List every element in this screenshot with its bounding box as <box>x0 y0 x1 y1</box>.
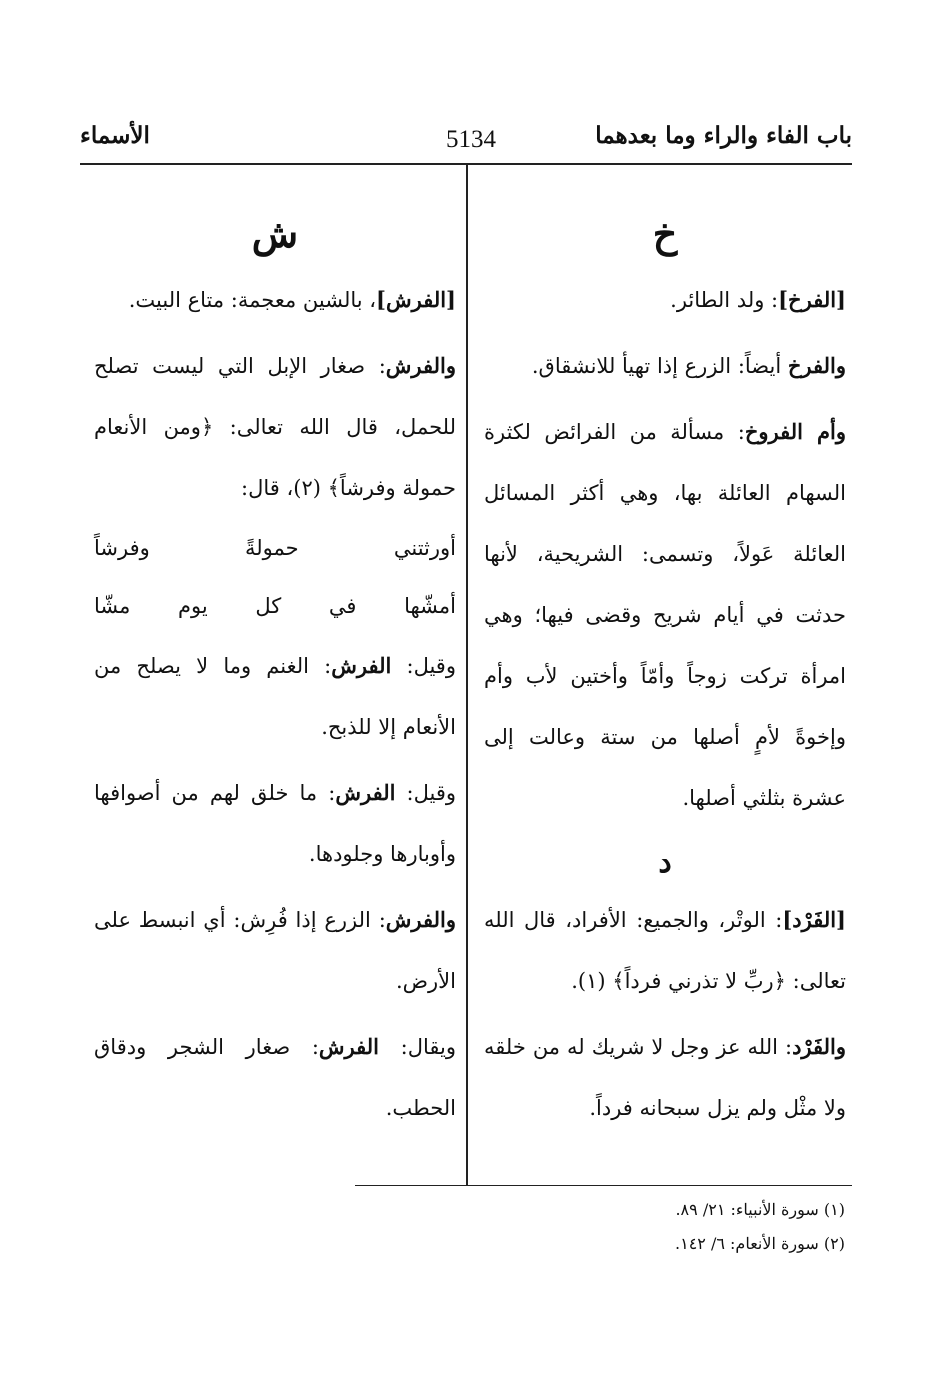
entry-al-farkh <box>484 269 846 331</box>
entry-term: [الفرخ] <box>778 287 846 312</box>
entry-definition: : مسألة من الفرائض لكثرة السهام العائلة بها، وهي أكثر المسائل العائلة عَولاً، وتسمى: الشريحية، لأنها حدثت في أيام شريح وقضى فيها؛ وهي امرأة تركت زوجاً وأمّاً وأختين لأب وأم وإخوةً لأمٍ أصلها من ستة وعالت إلى عشرة بثلثي أصلها. <box>484 420 846 810</box>
footnotes <box>355 1193 845 1261</box>
entry-definition: : ما خلق لهم من أصوافها وأوبارها وجلودها. <box>94 781 456 866</box>
entry-definition: أيضاً: الزرع إذا تهيأ للانشقاق. <box>531 354 788 378</box>
entry-definition: : الوتْر، والجميع: الأفراد، قال الله تعالى: ﴿ربِّ لا تذرني فرداً﴾ (١). <box>484 908 846 993</box>
verse-line-1: أورثتني حمولةً وفرشاً <box>94 536 456 560</box>
entry-term: الفرش <box>331 653 392 678</box>
entry-al-fard <box>484 889 846 1012</box>
entry-term: وأم الفروخ <box>744 419 846 444</box>
entry-umm-al-furukh <box>484 401 846 829</box>
column-divider <box>466 163 468 1185</box>
entry-al-farsh-6 <box>94 1016 456 1139</box>
entry-al-farsh-2 <box>94 335 456 519</box>
entry-definition: : صغار الإبل التي ليست تصلح للحمل، قال الله تعالى: ﴿ومن الأنعام حمولة وفرشاً﴾ (٢)، قال: <box>94 354 456 500</box>
entry-prefix: ويقال: <box>379 1035 457 1059</box>
entry-al-farsh-3 <box>94 635 456 758</box>
running-header <box>80 122 852 162</box>
left-column <box>94 205 456 1139</box>
section-letter-kha: خ <box>652 211 678 256</box>
right-column <box>484 205 846 1139</box>
entry-term: والفرخ <box>787 353 846 378</box>
chapter-title: باب الفاء والراء وما بعدهما <box>595 122 852 149</box>
entry-definition: : الزرع إذا فُرِش: أي انبسط على الأرض. <box>94 908 456 993</box>
entry-definition: : ولد الطائر. <box>670 288 779 312</box>
entry-al-farsh-4 <box>94 762 456 885</box>
entry-prefix: وقيل: <box>391 654 456 678</box>
entry-term: والفرش <box>385 353 456 378</box>
entry-al-farkh-2 <box>484 335 846 397</box>
poetry-verse <box>94 519 456 635</box>
section-letter-dal: د <box>658 845 672 880</box>
entry-al-farsh-5 <box>94 889 456 1012</box>
entry-definition: : الله عز وجل لا شريك له من خلقه ولا مثْل ولم يزل سبحانه فرداً. <box>484 1035 846 1120</box>
entry-term: والفرش <box>385 907 456 932</box>
entry-prefix: وقيل: <box>395 781 456 805</box>
entry-term: والفَرْد <box>792 1034 846 1059</box>
entry-definition: : الغنم وما لا يصلح من الأنعام إلا للذبح. <box>94 654 456 739</box>
page-number: 5134 <box>446 126 496 153</box>
verse-line-2: أمشّها في كل يوم مشّا <box>94 594 456 618</box>
entry-term: الفرش <box>335 780 396 805</box>
entry-term: [الفرش] <box>376 287 456 312</box>
entry-definition: ، بالشين معجمة: متاع البيت. <box>128 288 377 312</box>
entry-definition: : صغار الشجر ودقاق الحطب. <box>94 1035 456 1120</box>
entry-al-fard-2 <box>484 1016 846 1139</box>
entry-term: [الفَرْد] <box>782 907 846 932</box>
section-letter-shin: ش <box>251 211 299 256</box>
entry-al-farsh <box>94 269 456 331</box>
footnote-2: (٢) سورة الأنعام: ٦/ ١٤٢. <box>675 1234 845 1253</box>
footnote-rule <box>355 1185 852 1186</box>
section-title: الأسماء <box>80 122 150 149</box>
footnote-1: (١) سورة الأنبياء: ٢١/ ٨٩. <box>675 1200 845 1219</box>
entry-term: الفرش <box>318 1034 379 1059</box>
